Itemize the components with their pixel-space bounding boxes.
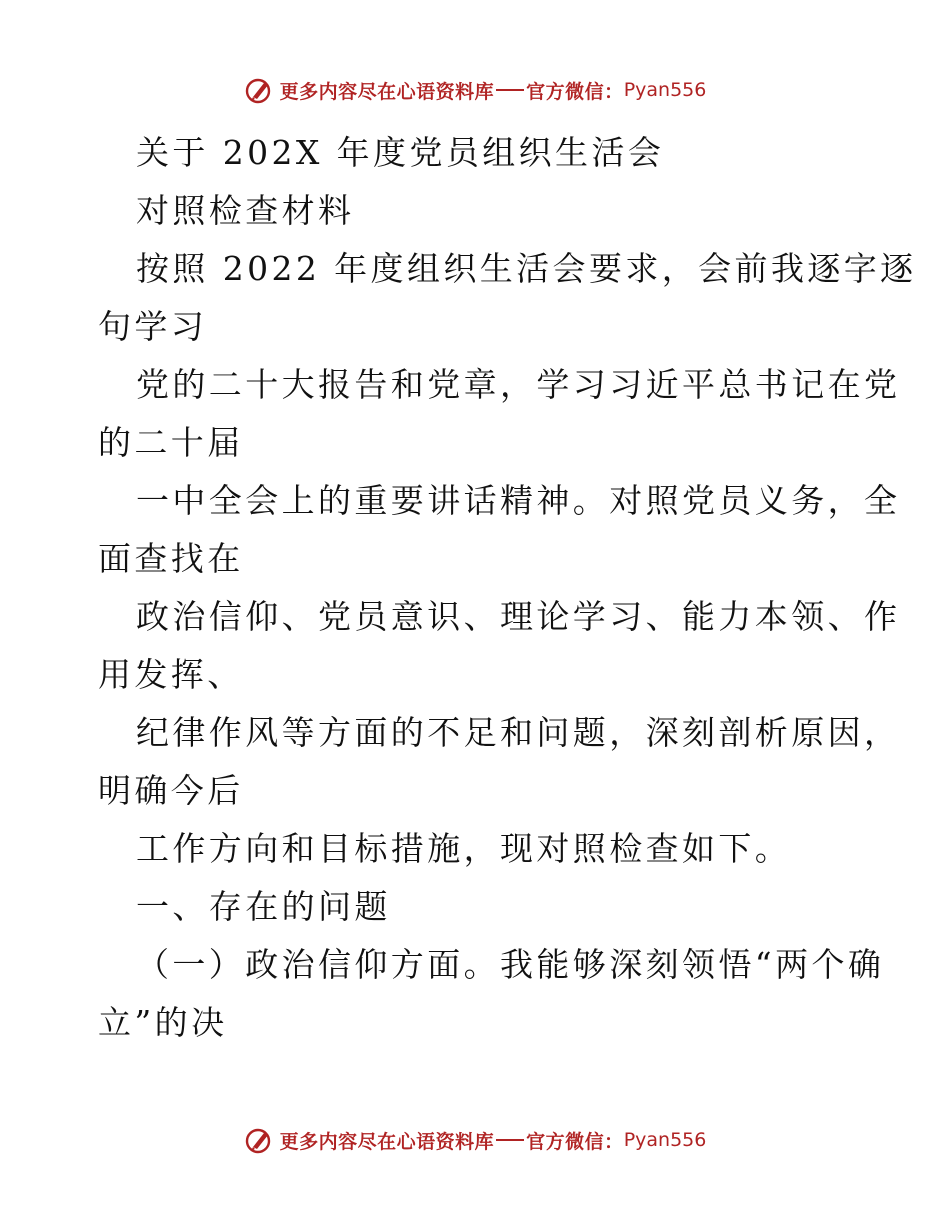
watermark-wechat-label: 官方微信： xyxy=(526,80,624,103)
watermark-handle: Pyan556 xyxy=(623,1129,707,1151)
text-line: 明确今后 xyxy=(98,771,244,810)
pen-nib-logo-icon xyxy=(244,1125,274,1155)
text-line: 面查找在 xyxy=(98,539,244,578)
text-line: 政治信仰、党员意识、理论学习、能力本领、作 xyxy=(136,597,901,636)
document-body xyxy=(98,124,917,1052)
watermark-wechat-label: 官方微信： xyxy=(526,1130,624,1153)
text-line: 纪律作风等方面的不足和问题，深刻剖析原因， xyxy=(136,713,901,752)
watermark-brand-text: 更多内容尽在心语资料库 xyxy=(279,80,495,103)
text-line: 的二十届 xyxy=(98,423,244,462)
text-line: 关于 202X 年度党员组织生活会 xyxy=(136,133,665,172)
text-line: 按照 2022 年度组织生活会要求，会前我逐字逐 xyxy=(136,249,917,288)
watermark-handle: Pyan556 xyxy=(623,79,707,101)
pen-nib-logo-icon xyxy=(244,75,274,105)
watermark-dash xyxy=(496,1139,524,1141)
text-line: （一）政治信仰方面。我能够深刻领悟“两个确 xyxy=(136,945,885,984)
text-line: 一、存在的问题 xyxy=(136,887,391,926)
text-line: 句学习 xyxy=(98,307,208,346)
text-line: 对照检查材料 xyxy=(136,191,355,230)
watermark-brand-text: 更多内容尽在心语资料库 xyxy=(279,1130,495,1153)
watermark-dash xyxy=(496,89,524,91)
watermark-banner-top xyxy=(0,70,950,110)
text-line: 工作方向和目标措施，现对照检查如下。 xyxy=(136,829,792,868)
text-line: 立”的决 xyxy=(98,1003,228,1042)
text-line: 一中全会上的重要讲话精神。对照党员义务，全 xyxy=(136,481,901,520)
text-line: 党的二十大报告和党章，学习习近平总书记在党 xyxy=(136,365,901,404)
text-line: 用发挥、 xyxy=(98,655,244,694)
watermark-banner-bottom xyxy=(0,1120,950,1160)
